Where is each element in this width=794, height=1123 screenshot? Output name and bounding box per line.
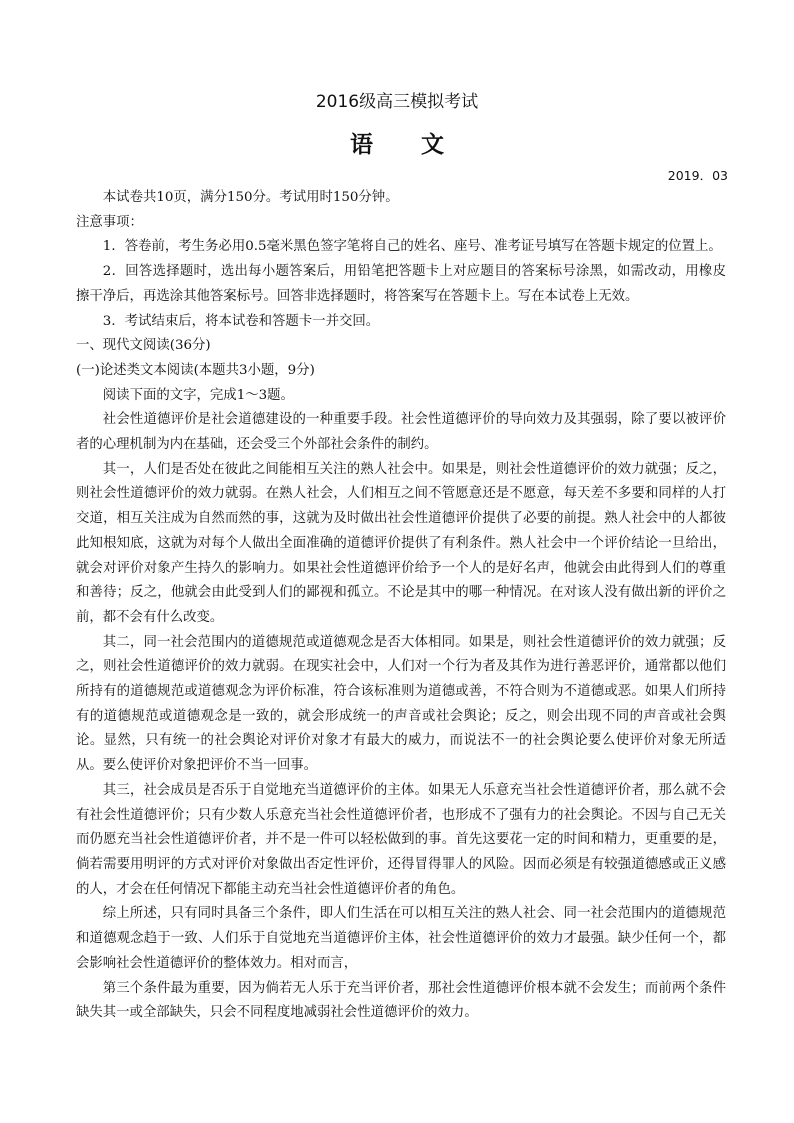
intro-text: 本试卷共10页，满分150分。考试用时150分钟。: [102, 190, 399, 205]
exam-title: 2016级高三模拟考试: [315, 92, 479, 112]
reading-instruction: 阅读下面的文字，完成1～3题。: [102, 387, 294, 403]
exam-date: 2019．03: [667, 168, 728, 183]
exam-body: [76, 186, 726, 1026]
passage-paragraph-1: 社会性道德评价是社会道德建设的一种重要手段。社会性道德评价的导向效力及其强弱，除了要以被评价者的心理机制为内在基础，还会受三个外部社会条件的制约。: [76, 412, 726, 453]
notice-item-1: 1．答卷前，考生务必用0.5毫米黑色签字笔将自己的姓名、座号、准考证号填写在答题卡规定的位置上。: [102, 239, 722, 255]
passage-paragraph-4: 其三，社会成员是否乐于自觉地充当道德评价的主体。如果无人乐意充当社会性道德评价者，那么就不会有社会性道德评价；只有少数人乐意充当社会性道德评价者，也形成不了强有力的社会舆论。不因与自己无关而仍愿充当社会性道德评价者，并不是一件可以轻松做到的事。首先这要花一定的时间和精力，更重要的是，倘若需要用明评的方式对评价对象做出否定性评价，还得冒得罪人的风险。因而必须是有较强道德感或正义感的人，才会在任何情况下都能主动充当社会性道德评价者的角色。: [76, 782, 726, 897]
passage-paragraph-2: 其一，人们是否处在彼此之间能相互关注的熟人社会中。如果是，则社会性道德评价的效力就强；反之，则社会性道德评价的效力就弱。在熟人社会，人们相互之间不管愿意还是不愿意，每天差不多要和同样的人打交道，相互关注成为自然而然的事，这就为及时做出社会性道德评价提供了必要的前提。熟人社会中的人都彼此知根知底，这就为对每个人做出全面准确的道德评价提供了有利条件。熟人社会中一个评价结论一旦给出，就会对评价对象产生持久的影响力。如果社会性道德评价给予一个人的是好名声，他就会由此得到人们的尊重和善待；反之，他就会由此受到人们的鄙视和孤立。不论是其中的哪一种情况。在对该人没有做出新的评价之前，都不会有什么改变。: [76, 461, 726, 625]
passage-paragraph-6: 第三个条件最为重要，因为倘若无人乐于充当评价者，那社会性道德评价根本就不会发生；而前两个条件缺失其一或全部缺失，只会不同程度地减弱社会性道德评价的效力。: [76, 980, 726, 1021]
notice-item-3: 3．考试结束后，将本试卷和答题卡一并交回。: [102, 313, 380, 329]
subject-char-2: 文: [421, 132, 444, 158]
section-title: 一、现代文阅读(36分): [76, 338, 211, 354]
notice-title: 注意事项：: [76, 214, 143, 230]
subject-title: [0, 126, 794, 159]
passage-paragraph-5: 综上所述，只有同时具备三个条件，即人们生活在可以相互关注的熟人社会、同一社会范围内的道德规范和道德观念趋于一致、人们乐于自觉地充当道德评价主体，社会性道德评价的效力才最强。缺少任何一个，都会影响社会性道德评价的整体效力。相对而言，: [76, 906, 726, 971]
passage-paragraph-3: 其二，同一社会范围内的道德规范或道德观念是否大体相同。如果是，则社会性道德评价的效力就强；反之，则社会性道德评价的效力就弱。在现实社会中，人们对一个行为者及其作为进行善恶评价，通常都以他们所持有的道德规范或道德观念为评价标准，符合该标准则为道德或善，不符合则为不道德或恶。如果人们所持有的道德规范或道德观念是一致的，就会形成统一的声音或社会舆论；反之，则会出现不同的声音或社会舆论。显然，只有统一的社会舆论对评价对象才有最大的威力，而说法不一的社会舆论要么使评价对象无所适从。要么使评价对象把评价不当一回事。: [76, 634, 726, 774]
section-subtitle: (一)论述类文本阅读(本题共3小题，9分): [76, 362, 315, 378]
subject-char-1: 语: [350, 132, 373, 158]
notice-item-2: 2．回答选择题时，选出每小题答案后，用铅笔把答题卡上对应题目的答案标号涂黑，如需改动，用橡皮擦干净后，再选涂其他答案标号。回答非选择题时，将答案写在答题卡上。写在本试卷上无效。: [76, 264, 726, 304]
